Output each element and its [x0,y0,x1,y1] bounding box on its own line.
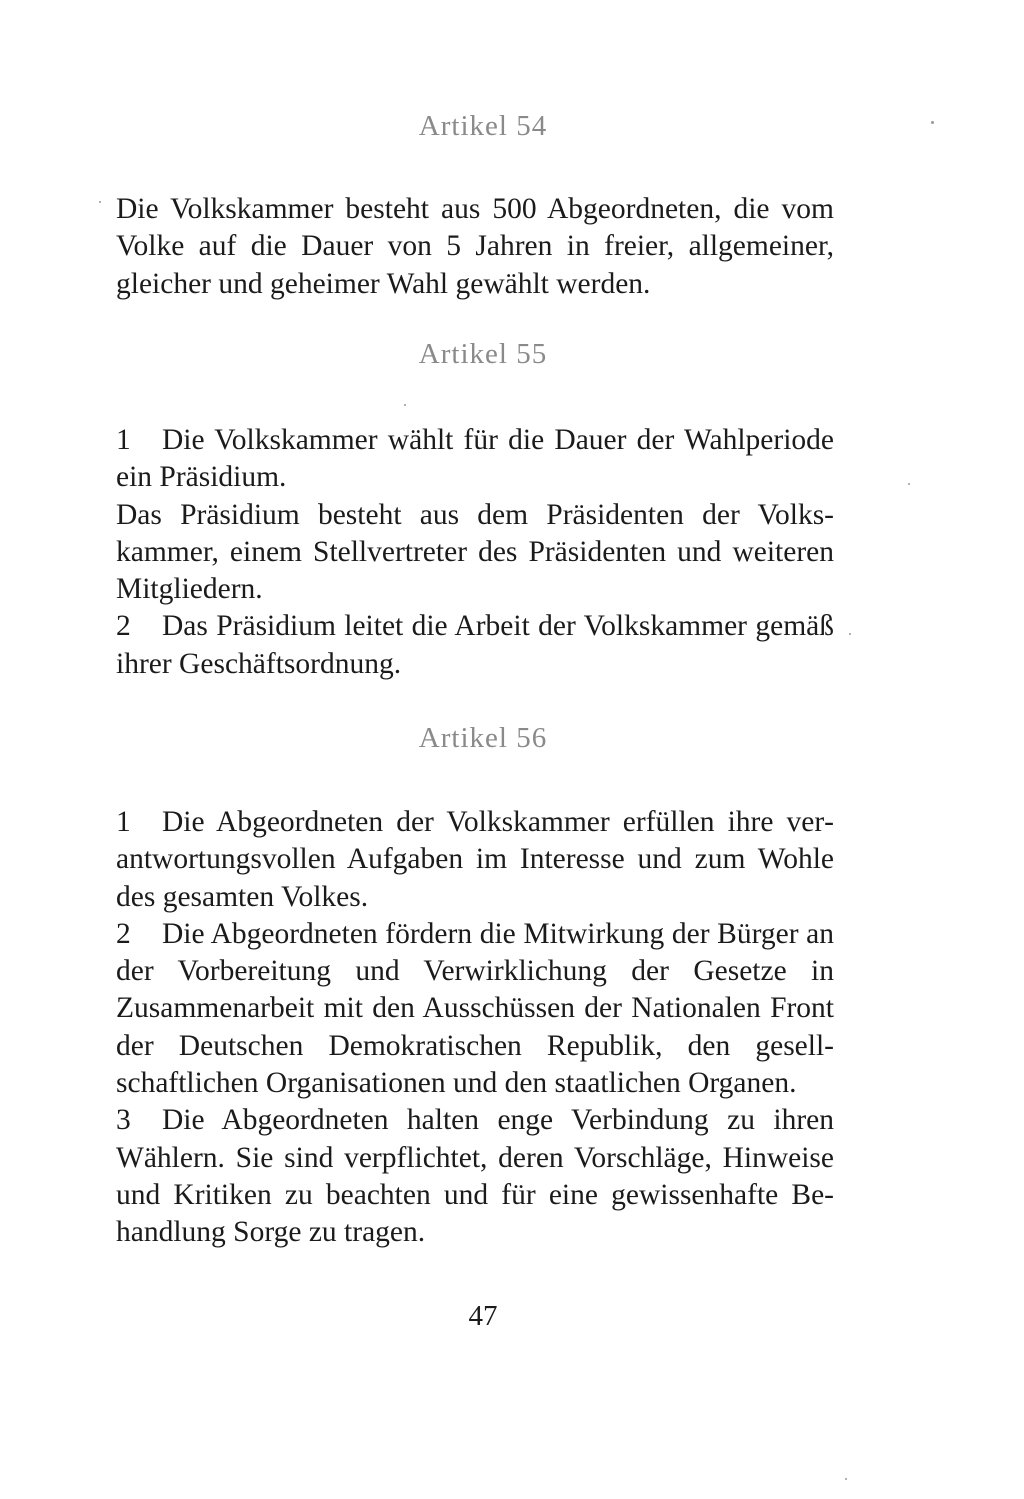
article-55-paragraph-1 [116,422,834,497]
scan-speck [99,201,101,203]
article-55-body [116,422,834,683]
paragraph-number: 2 [116,917,131,950]
article-54-heading: Artikel 54 [418,110,548,142]
article-56-paragraph-2 [116,916,834,1102]
paragraph-text: Die Abgeordneten halten enge Verbindung zu ihren Wählern. Sie sind verpflichtet, deren Vorschläge, Hinweise und Kritiken zu beachten und für eine gewissenhafte Behandlung Sorge zu tragen. [116,1104,834,1249]
paragraph-text: Die Volkskammer besteht aus 500 Abgeordneten, die vom Volke auf die Dauer von 5 Jahren in freier, allgemeiner, gleicher und geheimer Wahl gewählt werden. [116,193,834,300]
paragraph-text: Die Volkskammer wählt für die Dauer der Wahlperiode ein Präsidium. [116,424,834,494]
paragraph-number: 1 [116,424,131,456]
article-54-body [116,191,834,303]
article-55-paragraph-1-cont [116,497,834,609]
paragraph-text: Die Abgeordneten fördern die Mitwirkung der Bürger an der Vorbereitung und Verwirklichung der Gesetze in Zusammenarbeit mit den Ausschüssen der Nationalen Front der Deutschen Demokratischen Republik, den gesellschaftlichen Organisationen und den staatlichen Organen. [116,917,834,1100]
scan-speck [908,483,910,485]
article-56-body [116,804,834,1252]
paragraph-number: 2 [116,610,131,643]
paragraph-text: Das Präsidium besteht aus dem Präsidenten der Volkskammer, einem Stellvertreter des Präsidenten und weiteren Mitgliedern. [116,498,834,606]
scan-speck [931,121,934,124]
article-55-paragraph-2 [116,608,834,683]
page-number: 47 [468,1300,498,1332]
article-55-heading: Artikel 55 [418,338,548,370]
article-56-paragraph-1 [116,804,834,916]
scan-speck [404,404,406,406]
paragraph-text: Die Abgeordneten der Volkskammer erfüllen ihre verantwortungsvollen Aufgaben im Interesse und zum Wohle des gesamten Volkes. [116,806,834,913]
paragraph-number: 1 [116,806,131,838]
paragraph-text: Das Präsidium leitet die Arbeit der Volkskammer gemäß ihrer Geschäftsordnung. [116,610,834,680]
scan-speck [849,633,851,635]
article-56-heading: Artikel 56 [418,722,548,754]
article-54-paragraph [116,191,834,303]
scan-speck [845,1478,847,1480]
paragraph-number: 3 [116,1104,131,1137]
article-56-paragraph-3 [116,1102,834,1251]
